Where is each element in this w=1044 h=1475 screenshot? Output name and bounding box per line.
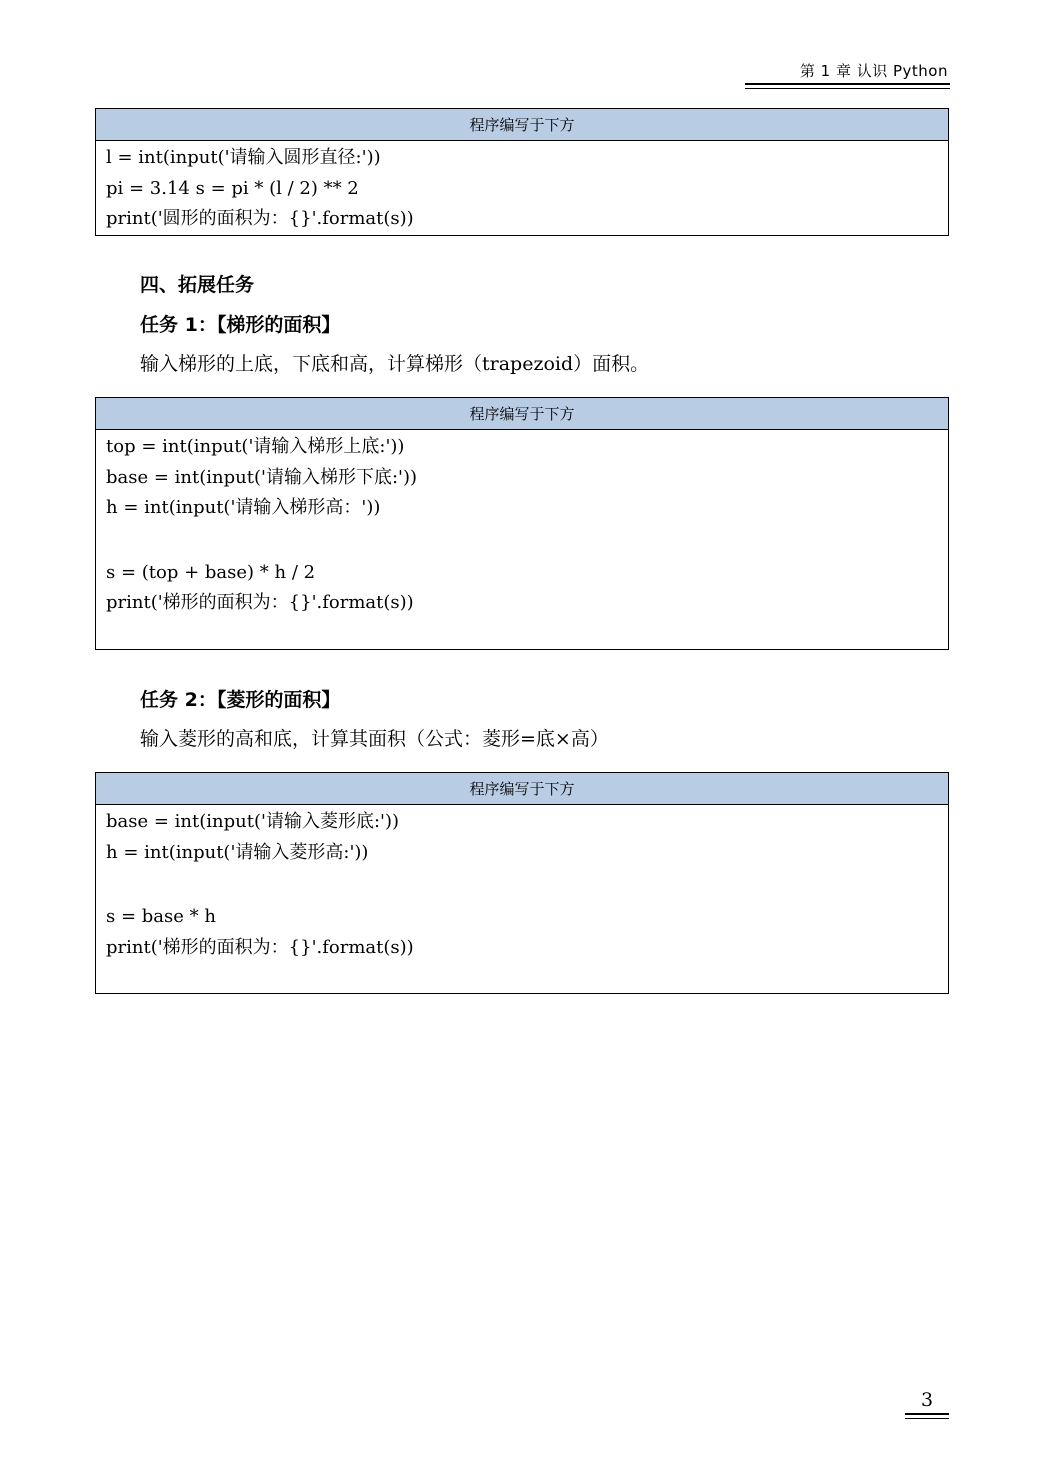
code-line: s = base * h — [106, 906, 216, 927]
task-2-description: 输入菱形的高和底，计算其面积（公式：菱形=底×高） — [140, 728, 609, 750]
code-box-title: 程序编写于下方 — [96, 398, 948, 430]
code-line: l = int(input('请输入圆形直径:')) — [106, 147, 381, 168]
code-box-rhombus — [95, 772, 949, 994]
code-line-blank — [106, 868, 938, 902]
code-line: print('梯形的面积为：{}'.format(s)) — [106, 936, 414, 958]
code-line: top = int(input('请输入梯形上底:')) — [106, 436, 405, 457]
task-2-title: 任务 2：【菱形的面积】 — [140, 689, 341, 711]
code-line: base = int(input('请输入菱形底:')) — [106, 811, 400, 832]
code-box-title: 程序编写于下方 — [96, 109, 948, 141]
code-line: pi = 3.14 s = pi * (l / 2) ** 2 — [106, 177, 359, 199]
task-1-description: 输入梯形的上底，下底和高，计算梯形（trapezoid）面积。 — [140, 353, 650, 375]
code-line: s = (top + base) * h / 2 — [106, 561, 316, 583]
code-box-title: 程序编写于下方 — [96, 773, 948, 805]
header-rule-thin — [745, 88, 950, 89]
page-number-rule-thin — [905, 1418, 949, 1419]
code-line: print('梯形的面积为：{}'.format(s)) — [106, 592, 414, 613]
code-line: base = int(input('请输入梯形下底:')) — [106, 466, 418, 488]
running-header: 第 1 章 认识 Python — [799, 62, 948, 80]
code-box-circle — [95, 108, 949, 236]
section-heading: 四、拓展任务 — [140, 274, 255, 296]
task-1-title: 任务 1：【梯形的面积】 — [140, 314, 341, 336]
page-number-rule — [905, 1413, 949, 1415]
code-line: h = int(input('请输入菱形高:')) — [106, 841, 369, 863]
code-line-blank — [106, 524, 938, 558]
header-rule — [745, 83, 950, 85]
code-box-trapezoid — [95, 397, 949, 650]
page-number: 3 — [920, 1389, 934, 1411]
code-line: print('圆形的面积为：{}'.format(s)) — [106, 208, 414, 229]
code-line: h = int(input('请输入梯形高：')) — [106, 497, 381, 518]
